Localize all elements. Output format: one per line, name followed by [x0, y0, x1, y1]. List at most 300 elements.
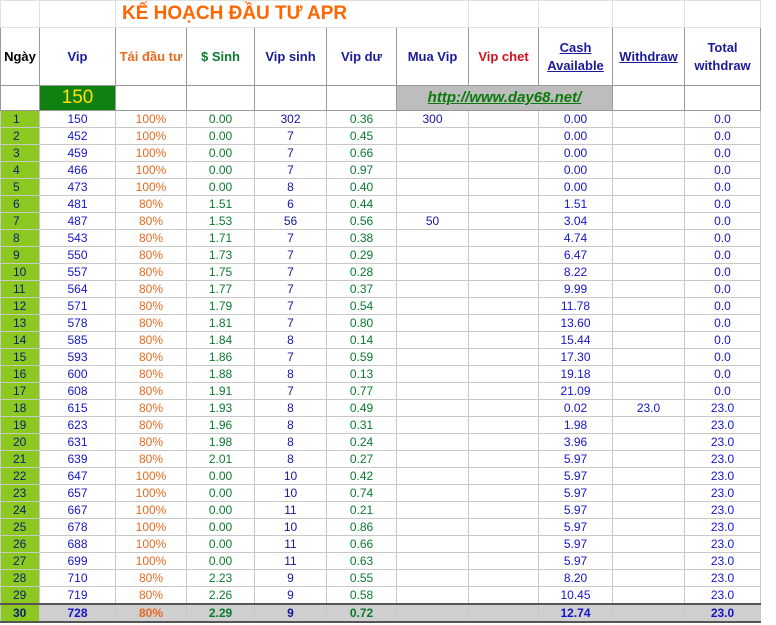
vip-sinh-cell[interactable]: 7 — [255, 281, 327, 298]
sinh-cell[interactable]: 1.75 — [187, 264, 255, 281]
header-mua-vip[interactable]: Mua Vip — [397, 28, 469, 86]
vip-sinh-cell[interactable]: 7 — [255, 264, 327, 281]
tai-dau-tu-cell[interactable]: 80% — [116, 281, 187, 298]
vip-chet-cell[interactable] — [469, 587, 539, 605]
header-cash-available[interactable]: Cash Available — [539, 28, 613, 86]
withdraw-cell[interactable] — [613, 383, 685, 400]
sinh-cell[interactable]: 2.01 — [187, 451, 255, 468]
vip-sinh-cell[interactable]: 11 — [255, 502, 327, 519]
sinh-cell[interactable]: 1.93 — [187, 400, 255, 417]
cash-available-cell[interactable]: 3.96 — [539, 434, 613, 451]
cash-available-cell[interactable]: 10.45 — [539, 587, 613, 605]
tai-dau-tu-cell[interactable]: 100% — [116, 553, 187, 570]
vip-chet-cell[interactable] — [469, 298, 539, 315]
vip-chet-cell[interactable] — [469, 570, 539, 587]
total-withdraw-cell[interactable]: 0.0 — [685, 145, 761, 162]
vip-cell[interactable]: 459 — [40, 145, 116, 162]
mua-vip-cell[interactable] — [397, 502, 469, 519]
vip-du-cell[interactable]: 0.40 — [327, 179, 397, 196]
sinh-cell[interactable]: 1.88 — [187, 366, 255, 383]
withdraw-cell[interactable] — [613, 145, 685, 162]
sinh-cell[interactable]: 1.77 — [187, 281, 255, 298]
total-withdraw-cell[interactable]: 0.0 — [685, 128, 761, 145]
mua-vip-cell[interactable]: 300 — [397, 111, 469, 128]
vip-du-cell[interactable]: 0.56 — [327, 213, 397, 230]
day-cell[interactable]: 4 — [1, 162, 40, 179]
sinh-cell[interactable]: 1.79 — [187, 298, 255, 315]
vip-cell[interactable]: 473 — [40, 179, 116, 196]
tai-dau-tu-cell[interactable]: 80% — [116, 349, 187, 366]
total-withdraw-cell[interactable]: 23.0 — [685, 604, 761, 622]
withdraw-cell[interactable] — [613, 315, 685, 332]
vip-du-cell[interactable]: 0.54 — [327, 298, 397, 315]
cash-available-cell[interactable]: 4.74 — [539, 230, 613, 247]
day-cell[interactable]: 25 — [1, 519, 40, 536]
cash-available-cell[interactable]: 0.02 — [539, 400, 613, 417]
vip-du-cell[interactable]: 0.97 — [327, 162, 397, 179]
tai-dau-tu-cell[interactable]: 80% — [116, 417, 187, 434]
cash-available-cell[interactable]: 15.44 — [539, 332, 613, 349]
sheet-title[interactable]: KẾ HOẠCH ĐẦU TƯ APR — [116, 1, 469, 28]
vip-sinh-cell[interactable]: 10 — [255, 519, 327, 536]
day-cell[interactable]: 16 — [1, 366, 40, 383]
day-cell[interactable]: 17 — [1, 383, 40, 400]
tai-dau-tu-cell[interactable]: 100% — [116, 162, 187, 179]
tai-dau-tu-cell[interactable]: 80% — [116, 587, 187, 605]
cell[interactable] — [539, 1, 613, 28]
vip-du-cell[interactable]: 0.77 — [327, 383, 397, 400]
day-cell[interactable]: 27 — [1, 553, 40, 570]
mua-vip-cell[interactable] — [397, 349, 469, 366]
cash-available-cell[interactable]: 1.51 — [539, 196, 613, 213]
sinh-cell[interactable]: 0.00 — [187, 145, 255, 162]
vip-sinh-cell[interactable]: 7 — [255, 298, 327, 315]
vip-du-cell[interactable]: 0.45 — [327, 128, 397, 145]
sinh-cell[interactable]: 0.00 — [187, 519, 255, 536]
header-tai-dau-tu[interactable]: Tái đầu tư — [116, 28, 187, 86]
total-withdraw-cell[interactable]: 0.0 — [685, 179, 761, 196]
sinh-cell[interactable]: 0.00 — [187, 111, 255, 128]
vip-du-cell[interactable]: 0.58 — [327, 587, 397, 605]
vip-du-cell[interactable]: 0.55 — [327, 570, 397, 587]
vip-chet-cell[interactable] — [469, 332, 539, 349]
sinh-cell[interactable]: 0.00 — [187, 179, 255, 196]
vip-cell[interactable]: 571 — [40, 298, 116, 315]
withdraw-cell[interactable] — [613, 264, 685, 281]
day-cell[interactable]: 23 — [1, 485, 40, 502]
vip-cell[interactable]: 557 — [40, 264, 116, 281]
total-withdraw-cell[interactable]: 23.0 — [685, 417, 761, 434]
total-withdraw-cell[interactable]: 23.0 — [685, 553, 761, 570]
vip-sinh-cell[interactable]: 7 — [255, 145, 327, 162]
withdraw-cell[interactable] — [613, 298, 685, 315]
day-cell[interactable]: 10 — [1, 264, 40, 281]
day-cell[interactable]: 6 — [1, 196, 40, 213]
vip-cell[interactable]: 487 — [40, 213, 116, 230]
total-withdraw-cell[interactable]: 0.0 — [685, 213, 761, 230]
tai-dau-tu-cell[interactable]: 80% — [116, 400, 187, 417]
total-withdraw-cell[interactable]: 23.0 — [685, 400, 761, 417]
sinh-cell[interactable]: 1.98 — [187, 434, 255, 451]
tai-dau-tu-cell[interactable]: 80% — [116, 383, 187, 400]
vip-du-cell[interactable]: 0.42 — [327, 468, 397, 485]
sinh-cell[interactable]: 1.86 — [187, 349, 255, 366]
mua-vip-cell[interactable] — [397, 400, 469, 417]
vip-chet-cell[interactable] — [469, 468, 539, 485]
withdraw-cell[interactable] — [613, 128, 685, 145]
header-vip[interactable]: Vip — [40, 28, 116, 86]
withdraw-cell[interactable] — [613, 349, 685, 366]
withdraw-cell[interactable] — [613, 570, 685, 587]
mua-vip-cell[interactable] — [397, 536, 469, 553]
vip-du-cell[interactable]: 0.29 — [327, 247, 397, 264]
cash-available-cell[interactable]: 3.04 — [539, 213, 613, 230]
mua-vip-cell[interactable] — [397, 298, 469, 315]
total-withdraw-cell[interactable]: 0.0 — [685, 315, 761, 332]
vip-cell[interactable]: 667 — [40, 502, 116, 519]
withdraw-cell[interactable] — [613, 604, 685, 622]
vip-sinh-cell[interactable]: 6 — [255, 196, 327, 213]
vip-du-cell[interactable]: 0.14 — [327, 332, 397, 349]
cash-available-cell[interactable]: 13.60 — [539, 315, 613, 332]
total-withdraw-cell[interactable]: 0.0 — [685, 196, 761, 213]
vip-sinh-cell[interactable]: 10 — [255, 468, 327, 485]
sinh-cell[interactable]: 1.71 — [187, 230, 255, 247]
total-withdraw-cell[interactable]: 0.0 — [685, 162, 761, 179]
day-cell[interactable]: 7 — [1, 213, 40, 230]
total-withdraw-cell[interactable]: 0.0 — [685, 230, 761, 247]
vip-du-cell[interactable]: 0.66 — [327, 536, 397, 553]
tai-dau-tu-cell[interactable]: 100% — [116, 179, 187, 196]
cell[interactable] — [255, 86, 327, 111]
cell[interactable] — [1, 86, 40, 111]
vip-du-cell[interactable]: 0.80 — [327, 315, 397, 332]
vip-chet-cell[interactable] — [469, 230, 539, 247]
vip-cell[interactable]: 550 — [40, 247, 116, 264]
vip-chet-cell[interactable] — [469, 281, 539, 298]
tai-dau-tu-cell[interactable]: 80% — [116, 247, 187, 264]
withdraw-cell[interactable] — [613, 553, 685, 570]
tai-dau-tu-cell[interactable]: 80% — [116, 264, 187, 281]
day-cell[interactable]: 22 — [1, 468, 40, 485]
sinh-cell[interactable]: 1.53 — [187, 213, 255, 230]
vip-cell[interactable]: 466 — [40, 162, 116, 179]
vip-chet-cell[interactable] — [469, 128, 539, 145]
vip-cell[interactable]: 578 — [40, 315, 116, 332]
total-withdraw-cell[interactable]: 23.0 — [685, 468, 761, 485]
vip-du-cell[interactable]: 0.86 — [327, 519, 397, 536]
vip-chet-cell[interactable] — [469, 145, 539, 162]
tai-dau-tu-cell[interactable]: 80% — [116, 366, 187, 383]
cell[interactable] — [613, 86, 685, 111]
mua-vip-cell[interactable] — [397, 434, 469, 451]
vip-cell[interactable]: 564 — [40, 281, 116, 298]
tai-dau-tu-cell[interactable]: 100% — [116, 519, 187, 536]
day-cell[interactable]: 1 — [1, 111, 40, 128]
vip-cell[interactable]: 631 — [40, 434, 116, 451]
vip-sinh-cell[interactable]: 7 — [255, 383, 327, 400]
day-cell[interactable]: 18 — [1, 400, 40, 417]
withdraw-cell[interactable] — [613, 502, 685, 519]
cash-available-cell[interactable]: 5.97 — [539, 519, 613, 536]
vip-du-cell[interactable]: 0.31 — [327, 417, 397, 434]
cell[interactable] — [685, 86, 761, 111]
total-withdraw-cell[interactable]: 23.0 — [685, 451, 761, 468]
day-cell[interactable]: 20 — [1, 434, 40, 451]
header-vip-chet[interactable]: Vip chet — [469, 28, 539, 86]
vip-sinh-cell[interactable]: 10 — [255, 485, 327, 502]
vip-chet-cell[interactable] — [469, 179, 539, 196]
mua-vip-cell[interactable] — [397, 485, 469, 502]
url-link[interactable]: http://www.day68.net/ — [397, 86, 613, 111]
vip-chet-cell[interactable] — [469, 536, 539, 553]
initial-investment-cell[interactable]: 150 — [40, 86, 116, 111]
mua-vip-cell[interactable] — [397, 570, 469, 587]
mua-vip-cell[interactable] — [397, 128, 469, 145]
cell[interactable] — [685, 1, 761, 28]
total-withdraw-cell[interactable]: 0.0 — [685, 111, 761, 128]
vip-sinh-cell[interactable]: 7 — [255, 162, 327, 179]
day-cell[interactable]: 9 — [1, 247, 40, 264]
day-cell[interactable]: 5 — [1, 179, 40, 196]
vip-chet-cell[interactable] — [469, 485, 539, 502]
vip-cell[interactable]: 710 — [40, 570, 116, 587]
cell[interactable] — [1, 1, 40, 28]
cash-available-cell[interactable]: 8.20 — [539, 570, 613, 587]
tai-dau-tu-cell[interactable]: 80% — [116, 298, 187, 315]
sinh-cell[interactable]: 1.73 — [187, 247, 255, 264]
vip-cell[interactable]: 452 — [40, 128, 116, 145]
vip-chet-cell[interactable] — [469, 519, 539, 536]
withdraw-cell[interactable] — [613, 417, 685, 434]
withdraw-cell[interactable] — [613, 162, 685, 179]
vip-cell[interactable]: 647 — [40, 468, 116, 485]
vip-cell[interactable]: 688 — [40, 536, 116, 553]
tai-dau-tu-cell[interactable]: 100% — [116, 145, 187, 162]
cash-available-cell[interactable]: 17.30 — [539, 349, 613, 366]
mua-vip-cell[interactable] — [397, 247, 469, 264]
vip-sinh-cell[interactable]: 56 — [255, 213, 327, 230]
vip-sinh-cell[interactable]: 8 — [255, 417, 327, 434]
mua-vip-cell[interactable] — [397, 162, 469, 179]
vip-du-cell[interactable]: 0.38 — [327, 230, 397, 247]
sinh-cell[interactable]: 1.81 — [187, 315, 255, 332]
vip-du-cell[interactable]: 0.27 — [327, 451, 397, 468]
withdraw-cell[interactable] — [613, 213, 685, 230]
day-cell[interactable]: 12 — [1, 298, 40, 315]
header-total-withdraw[interactable]: Total withdraw — [685, 28, 761, 86]
mua-vip-cell[interactable] — [397, 604, 469, 622]
cash-available-cell[interactable]: 6.47 — [539, 247, 613, 264]
vip-du-cell[interactable]: 0.74 — [327, 485, 397, 502]
vip-cell[interactable]: 608 — [40, 383, 116, 400]
withdraw-cell[interactable] — [613, 179, 685, 196]
tai-dau-tu-cell[interactable]: 80% — [116, 570, 187, 587]
sinh-cell[interactable]: 0.00 — [187, 468, 255, 485]
vip-chet-cell[interactable] — [469, 383, 539, 400]
mua-vip-cell[interactable] — [397, 587, 469, 605]
vip-chet-cell[interactable] — [469, 553, 539, 570]
vip-chet-cell[interactable] — [469, 400, 539, 417]
vip-sinh-cell[interactable]: 7 — [255, 349, 327, 366]
total-withdraw-cell[interactable]: 0.0 — [685, 281, 761, 298]
mua-vip-cell[interactable] — [397, 519, 469, 536]
vip-du-cell[interactable]: 0.28 — [327, 264, 397, 281]
vip-cell[interactable]: 600 — [40, 366, 116, 383]
vip-cell[interactable]: 699 — [40, 553, 116, 570]
day-cell[interactable]: 2 — [1, 128, 40, 145]
mua-vip-cell[interactable] — [397, 417, 469, 434]
vip-cell[interactable]: 585 — [40, 332, 116, 349]
total-withdraw-cell[interactable]: 0.0 — [685, 366, 761, 383]
mua-vip-cell[interactable] — [397, 553, 469, 570]
vip-sinh-cell[interactable]: 8 — [255, 400, 327, 417]
withdraw-cell[interactable] — [613, 111, 685, 128]
withdraw-cell[interactable] — [613, 587, 685, 605]
cash-available-cell[interactable]: 5.97 — [539, 451, 613, 468]
day-cell[interactable]: 29 — [1, 587, 40, 605]
tai-dau-tu-cell[interactable]: 100% — [116, 468, 187, 485]
cash-available-cell[interactable]: 1.98 — [539, 417, 613, 434]
header-sinh[interactable]: $ Sinh — [187, 28, 255, 86]
total-withdraw-cell[interactable]: 23.0 — [685, 502, 761, 519]
day-cell[interactable]: 30 — [1, 604, 40, 622]
withdraw-cell[interactable]: 23.0 — [613, 400, 685, 417]
cash-available-cell[interactable]: 19.18 — [539, 366, 613, 383]
withdraw-cell[interactable] — [613, 434, 685, 451]
vip-chet-cell[interactable] — [469, 111, 539, 128]
vip-chet-cell[interactable] — [469, 196, 539, 213]
day-cell[interactable]: 28 — [1, 570, 40, 587]
header-vip-sinh[interactable]: Vip sinh — [255, 28, 327, 86]
sinh-cell[interactable]: 0.00 — [187, 485, 255, 502]
cell[interactable] — [187, 86, 255, 111]
vip-sinh-cell[interactable]: 11 — [255, 536, 327, 553]
sinh-cell[interactable]: 1.96 — [187, 417, 255, 434]
cash-available-cell[interactable]: 21.09 — [539, 383, 613, 400]
sinh-cell[interactable]: 0.00 — [187, 536, 255, 553]
vip-cell[interactable]: 678 — [40, 519, 116, 536]
day-cell[interactable]: 19 — [1, 417, 40, 434]
tai-dau-tu-cell[interactable]: 100% — [116, 502, 187, 519]
cash-available-cell[interactable]: 8.22 — [539, 264, 613, 281]
total-withdraw-cell[interactable]: 23.0 — [685, 536, 761, 553]
vip-cell[interactable]: 639 — [40, 451, 116, 468]
vip-sinh-cell[interactable]: 7 — [255, 247, 327, 264]
mua-vip-cell[interactable] — [397, 281, 469, 298]
withdraw-cell[interactable] — [613, 468, 685, 485]
vip-sinh-cell[interactable]: 9 — [255, 587, 327, 605]
vip-sinh-cell[interactable]: 7 — [255, 315, 327, 332]
tai-dau-tu-cell[interactable]: 80% — [116, 332, 187, 349]
cell[interactable] — [469, 1, 539, 28]
sinh-cell[interactable]: 1.84 — [187, 332, 255, 349]
cash-available-cell[interactable]: 5.97 — [539, 485, 613, 502]
mua-vip-cell[interactable] — [397, 230, 469, 247]
cell[interactable] — [116, 86, 187, 111]
vip-sinh-cell[interactable]: 7 — [255, 230, 327, 247]
tai-dau-tu-cell[interactable]: 80% — [116, 315, 187, 332]
withdraw-cell[interactable] — [613, 281, 685, 298]
total-withdraw-cell[interactable]: 23.0 — [685, 570, 761, 587]
sinh-cell[interactable]: 0.00 — [187, 553, 255, 570]
vip-sinh-cell[interactable]: 8 — [255, 434, 327, 451]
vip-chet-cell[interactable] — [469, 502, 539, 519]
vip-chet-cell[interactable] — [469, 213, 539, 230]
total-withdraw-cell[interactable]: 0.0 — [685, 332, 761, 349]
tai-dau-tu-cell[interactable]: 100% — [116, 536, 187, 553]
vip-sinh-cell[interactable]: 302 — [255, 111, 327, 128]
tai-dau-tu-cell[interactable]: 80% — [116, 213, 187, 230]
total-withdraw-cell[interactable]: 0.0 — [685, 247, 761, 264]
vip-cell[interactable]: 623 — [40, 417, 116, 434]
vip-sinh-cell[interactable]: 8 — [255, 366, 327, 383]
vip-du-cell[interactable]: 0.13 — [327, 366, 397, 383]
day-cell[interactable]: 3 — [1, 145, 40, 162]
vip-du-cell[interactable]: 0.36 — [327, 111, 397, 128]
mua-vip-cell[interactable] — [397, 264, 469, 281]
sinh-cell[interactable]: 1.51 — [187, 196, 255, 213]
vip-du-cell[interactable]: 0.21 — [327, 502, 397, 519]
mua-vip-cell[interactable] — [397, 366, 469, 383]
tai-dau-tu-cell[interactable]: 80% — [116, 604, 187, 622]
cell[interactable] — [327, 86, 397, 111]
withdraw-cell[interactable] — [613, 196, 685, 213]
vip-du-cell[interactable]: 0.24 — [327, 434, 397, 451]
cash-available-cell[interactable]: 0.00 — [539, 111, 613, 128]
tai-dau-tu-cell[interactable]: 100% — [116, 111, 187, 128]
cash-available-cell[interactable]: 5.97 — [539, 468, 613, 485]
day-cell[interactable]: 26 — [1, 536, 40, 553]
cash-available-cell[interactable]: 0.00 — [539, 162, 613, 179]
cash-available-cell[interactable]: 11.78 — [539, 298, 613, 315]
vip-sinh-cell[interactable]: 8 — [255, 179, 327, 196]
sinh-cell[interactable]: 0.00 — [187, 128, 255, 145]
cash-available-cell[interactable]: 0.00 — [539, 179, 613, 196]
day-cell[interactable]: 21 — [1, 451, 40, 468]
sinh-cell[interactable]: 2.29 — [187, 604, 255, 622]
tai-dau-tu-cell[interactable]: 80% — [116, 230, 187, 247]
mua-vip-cell[interactable] — [397, 179, 469, 196]
vip-sinh-cell[interactable]: 9 — [255, 570, 327, 587]
cash-available-cell[interactable]: 12.74 — [539, 604, 613, 622]
total-withdraw-cell[interactable]: 0.0 — [685, 383, 761, 400]
vip-chet-cell[interactable] — [469, 264, 539, 281]
mua-vip-cell[interactable] — [397, 315, 469, 332]
cash-available-cell[interactable]: 5.97 — [539, 536, 613, 553]
withdraw-cell[interactable] — [613, 332, 685, 349]
vip-cell[interactable]: 615 — [40, 400, 116, 417]
header-withdraw[interactable]: Withdraw — [613, 28, 685, 86]
header-ngay[interactable]: Ngày — [1, 28, 40, 86]
vip-chet-cell[interactable] — [469, 366, 539, 383]
tai-dau-tu-cell[interactable]: 100% — [116, 485, 187, 502]
vip-chet-cell[interactable] — [469, 162, 539, 179]
sinh-cell[interactable]: 2.23 — [187, 570, 255, 587]
withdraw-cell[interactable] — [613, 366, 685, 383]
day-cell[interactable]: 13 — [1, 315, 40, 332]
vip-du-cell[interactable]: 0.49 — [327, 400, 397, 417]
withdraw-cell[interactable] — [613, 247, 685, 264]
vip-du-cell[interactable]: 0.63 — [327, 553, 397, 570]
mua-vip-cell[interactable] — [397, 332, 469, 349]
vip-du-cell[interactable]: 0.44 — [327, 196, 397, 213]
sinh-cell[interactable]: 0.00 — [187, 162, 255, 179]
sinh-cell[interactable]: 0.00 — [187, 502, 255, 519]
mua-vip-cell[interactable] — [397, 383, 469, 400]
tai-dau-tu-cell[interactable]: 80% — [116, 451, 187, 468]
vip-cell[interactable]: 657 — [40, 485, 116, 502]
